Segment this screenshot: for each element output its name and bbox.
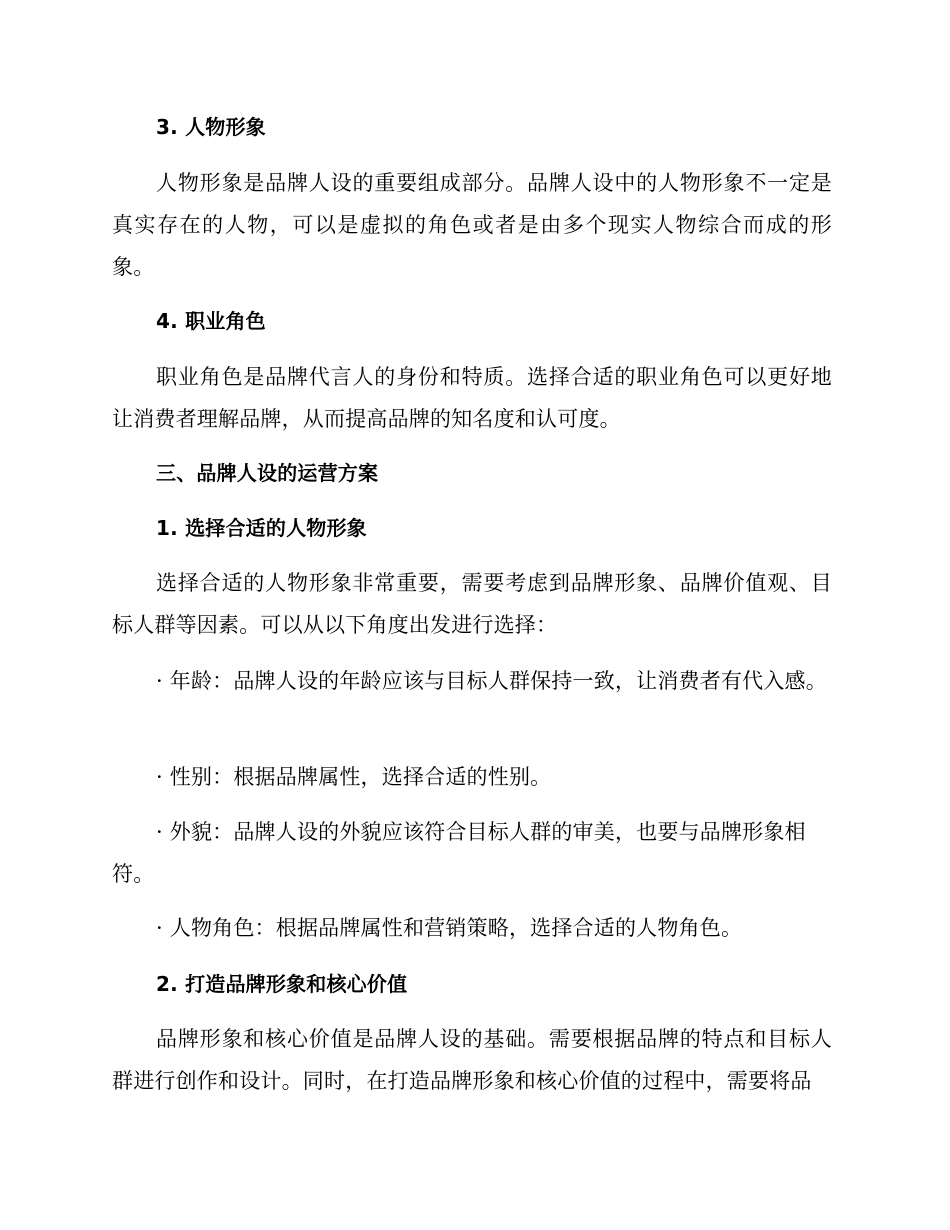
heading-choose-image: 1. 选择合适的人物形象 [156, 516, 367, 540]
paragraph-person-image: 人物形象是品牌人设的重要组成部分。品牌人设中的人物形象不一定是真实存在的人物，可以是虚拟的角色或者是由多个现实人物综合而成的形象。 [112, 171, 832, 279]
heading-brand-image-core-value: 2. 打造品牌形象和核心价值 [156, 972, 408, 996]
paragraph-career-role: 职业角色是品牌代言人的身份和特质。选择合适的职业角色可以更好地让消费者理解品牌，从而提高品牌的知名度和认可度。 [112, 365, 832, 431]
heading-career-role: 4. 职业角色 [156, 309, 266, 333]
section-heading-operation-plan: 三、品牌人设的运营方案 [156, 461, 379, 485]
heading-person-image: 3. 人物形象 [156, 115, 266, 139]
bullet-age: · 年龄：品牌人设的年龄应该与目标人群保持一致，让消费者有代入感。 [156, 669, 827, 693]
bullet-gender: · 性别：根据品牌属性，选择合适的性别。 [156, 765, 552, 789]
bullet-appearance: · 外貌：品牌人设的外貌应该符合目标人群的审美，也要与品牌形象相符。 [112, 820, 806, 886]
bullet-character-role: · 人物角色：根据品牌属性和营销策略，选择合适的人物角色。 [156, 916, 743, 940]
paragraph-brand-image-core-value: 品牌形象和核心价值是品牌人设的基础。需要根据品牌的特点和目标人群进行创作和设计。同时，在打造品牌形象和核心价值的过程中，需要将品 [112, 1027, 832, 1093]
paragraph-choose-image: 选择合适的人物形象非常重要，需要考虑到品牌形象、品牌价值观、目标人群等因素。可以从以下角度出发进行选择： [112, 571, 832, 637]
